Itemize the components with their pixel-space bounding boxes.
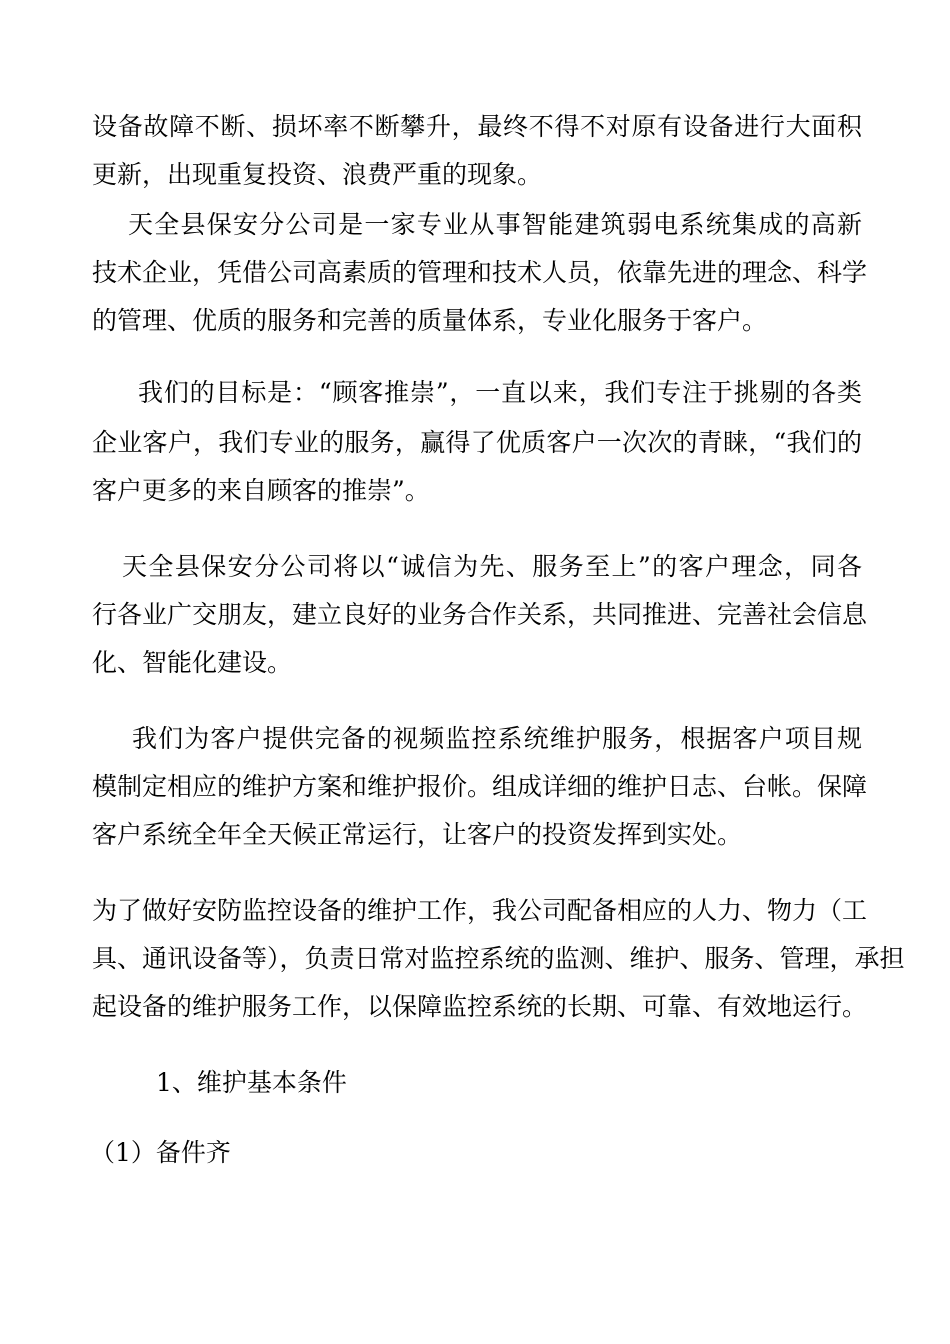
paragraph-2-line-3: 的管理、优质的服务和完善的质量体系，专业化服务于客户。 <box>92 306 768 335</box>
paragraph-1-line-2: 更新，出现重复投资、浪费严重的现象。 <box>92 160 543 189</box>
paragraph-4-line-3: 化、智能化建设。 <box>92 648 293 677</box>
section-heading: 1、维护基本条件 <box>156 1068 347 1097</box>
subsection-heading: （1）备件齐 <box>90 1138 231 1167</box>
paragraph-6-line-1: 为了做好安防监控设备的维护工作，我公司配备相应的人力、物力（工 <box>92 896 868 925</box>
paragraph-6-line-2: 具、通讯设备等），负责日常对监控系统的监测、维护、服务、管理，承担 <box>92 944 905 973</box>
paragraph-4-line-1: 天全县保安分公司将以“诚信为先、服务至上”的客户理念，同各 <box>122 552 862 581</box>
paragraph-3-line-1: 我们的目标是：“顾客推崇”，一直以来，我们专注于挑剔的各类 <box>138 378 862 407</box>
paragraph-6-line-3: 起设备的维护服务工作，以保障监控系统的长期、可靠、有效地运行。 <box>92 992 868 1021</box>
paragraph-1-line-1: 设备故障不断、损坏率不断攀升，最终不得不对原有设备进行大面积 <box>92 112 862 141</box>
paragraph-3-line-3: 客户更多的来自顾客的推崇”。 <box>92 476 430 505</box>
paragraph-3-line-2: 企业客户，我们专业的服务，赢得了优质客户一次次的青睐，“我们的 <box>92 428 862 457</box>
paragraph-5-line-3: 客户系统全年全天候正常运行，让客户的投资发挥到实处。 <box>92 820 743 849</box>
paragraph-4-line-2: 行各业广交朋友，建立良好的业务合作关系，共同推进、完善社会信息 <box>92 600 868 629</box>
paragraph-5-line-1: 我们为客户提供完备的视频监控系统维护服务，根据客户项目规 <box>132 724 862 753</box>
paragraph-2-line-1: 天全县保安分公司是一家专业从事智能建筑弱电系统集成的高新 <box>128 210 862 239</box>
paragraph-5-line-2: 模制定相应的维护方案和维护报价。组成详细的维护日志、台帐。保障 <box>92 772 868 801</box>
paragraph-2-line-2: 技术企业，凭借公司高素质的管理和技术人员，依靠先进的理念、科学 <box>92 258 868 287</box>
